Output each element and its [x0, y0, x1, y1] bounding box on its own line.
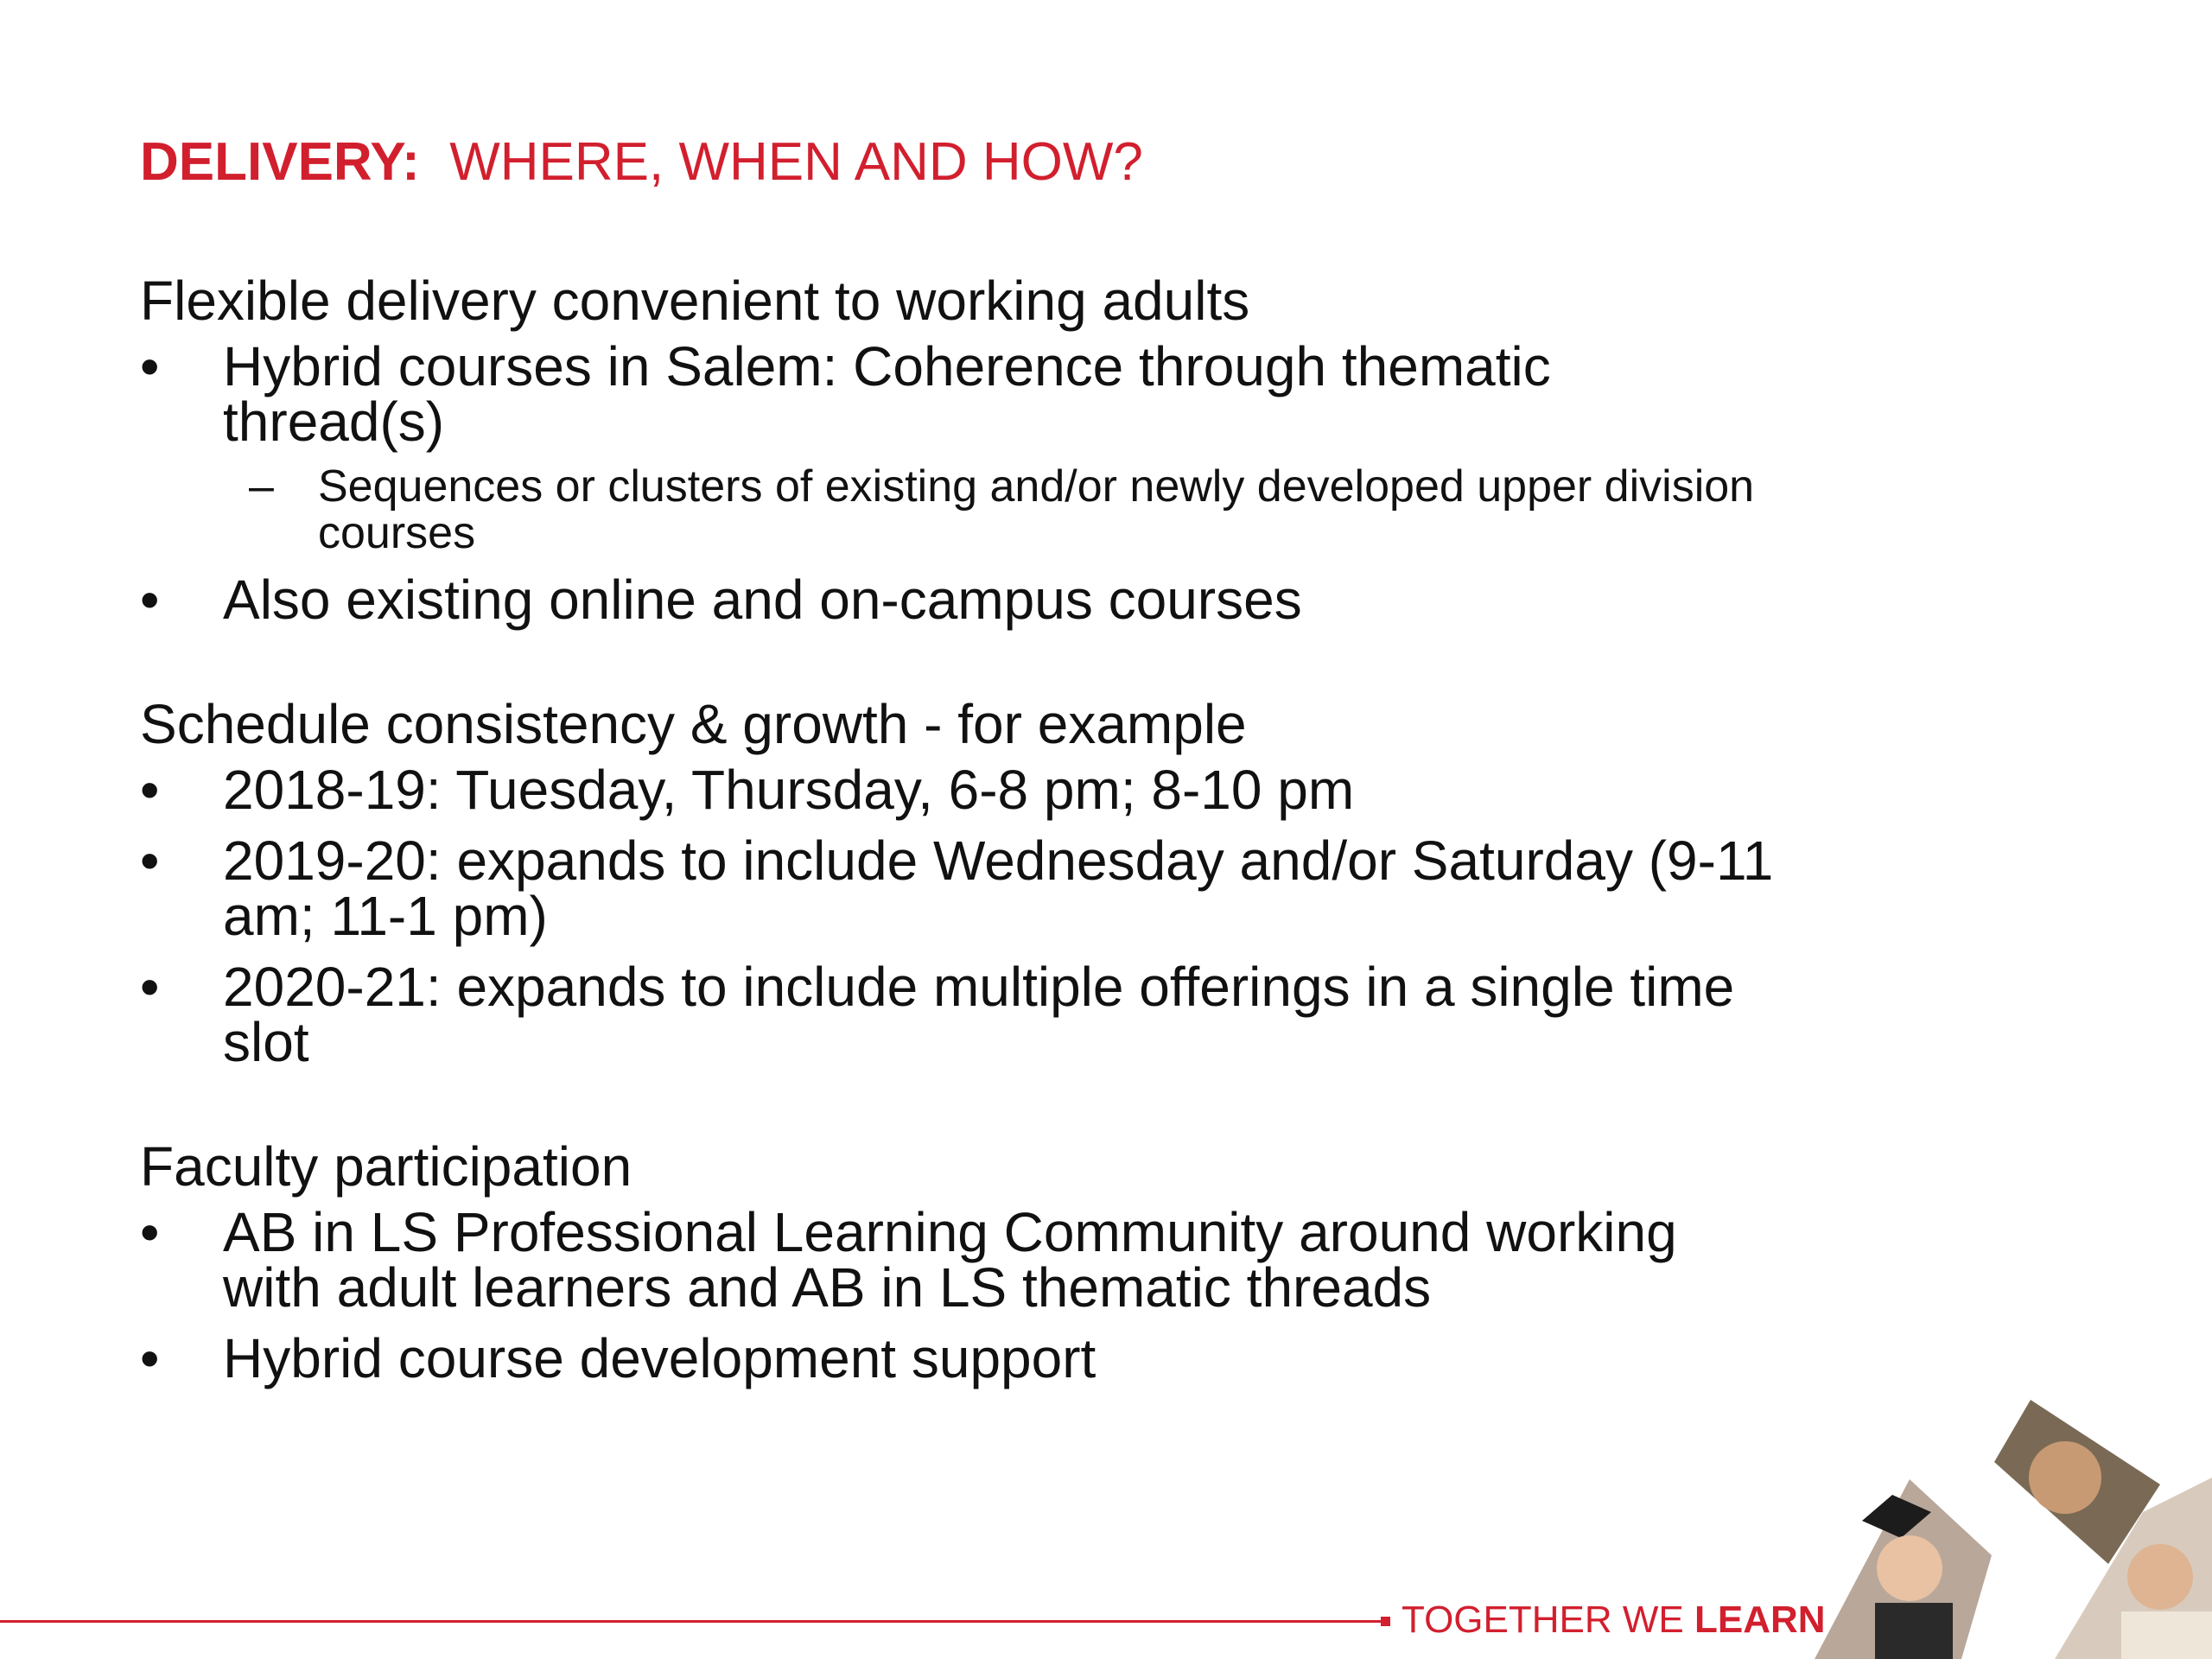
section-schedule [140, 691, 1782, 1073]
footer-tagline [1402, 1599, 1826, 1642]
bullet-list [140, 1201, 1782, 1389]
section-flexible-delivery [140, 268, 1782, 631]
photo-face-graduate [1877, 1535, 1942, 1601]
photo-face-student-reading [2127, 1544, 2193, 1610]
section-heading: Flexible delivery convenient to working adults [140, 270, 1250, 332]
bullet-text: Hybrid courses in Salem: Coherence through thematic thread(s) [223, 335, 1551, 453]
title-rest: WHERE, WHEN AND HOW? [449, 132, 1143, 192]
section-heading: Faculty participation [140, 1135, 632, 1198]
section-heading: Schedule consistency & growth - for example [140, 693, 1247, 755]
tagline-bold: LEARN [1694, 1599, 1826, 1641]
bullet-list [140, 759, 1782, 1073]
title-bold: DELIVERY: [140, 132, 420, 192]
bullet-list [140, 335, 1782, 631]
tagline-light: TOGETHER WE [1402, 1599, 1694, 1641]
bullet-item: • AB in LS Professional Learning Community around working with adult learners and AB in LS thematic threads [140, 1205, 1782, 1315]
photo-shirt-student-reading [2121, 1611, 2212, 1659]
footer-divider [0, 1620, 1382, 1623]
slide-title [140, 128, 1143, 197]
student-photo-collage [1780, 1382, 2212, 1659]
slide-content [140, 268, 1782, 1402]
bullet-item: • Also existing online and on-campus courses [140, 572, 1782, 627]
bullet-item: • 2018-19: Tuesday, Thursday, 6-8 pm; 8-10 pm [140, 762, 1782, 817]
photo-gown-graduate [1875, 1603, 1953, 1659]
bullet-item: • Hybrid course development support [140, 1331, 1782, 1386]
bullet-item: • 2019-20: expands to include Wednesday and/or Saturday (9-11 am; 11-1 pm) [140, 833, 1782, 944]
section-faculty [140, 1134, 1782, 1389]
footer-square-icon [1381, 1617, 1390, 1626]
bullet-item [140, 335, 1782, 558]
sub-bullet-item: – Sequences or clusters of existing and/or newly developed upper division courses [223, 463, 1782, 556]
photo-face-student-smiling [2029, 1441, 2101, 1514]
sub-bullet-list [223, 463, 1782, 556]
bullet-item: • 2020-21: expands to include multiple offerings in a single time slot [140, 959, 1782, 1070]
